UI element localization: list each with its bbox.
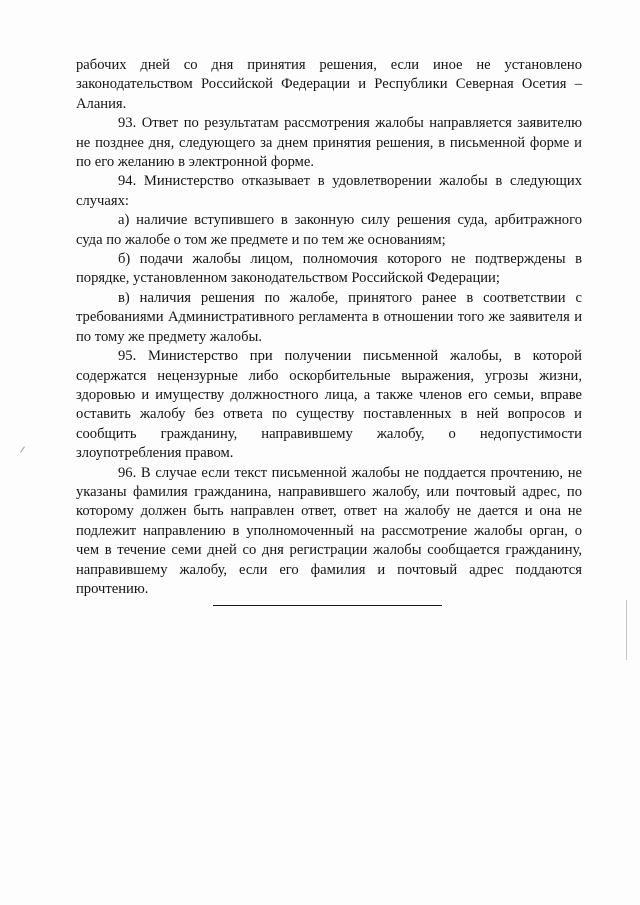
paragraph-93: 93. Ответ по результатам рассмотрения жалобы направляется заявителю не позднее дня, следующего за днем принятия решения, в письменной форме и по его желанию в электронной форме. bbox=[76, 115, 582, 171]
scan-artifact-mark bbox=[20, 446, 25, 452]
paragraph-94-b: б) подачи жалобы лицом, полномочия которого не подтверждены в порядке, установленном законодательством Российской Федерации; bbox=[76, 251, 582, 287]
paragraph-95: 95. Министерство при получении письменной жалобы, в которой содержатся нецензурные либо оскорбительные выражения, угрозы жизни, здоровью и имуществу должностного лица, а также членов его семьи, вправе оставить жалобу без ответа по существу поставленных в ней вопросов и сообщить гражданину, направившему жалобу, о недопустимости злоупотребления правом. bbox=[76, 348, 582, 462]
paragraph-continuation: рабочих дней со дня принятия решения, если иное не установлено законодательством Российской Федерации и Республики Северная Осетия – Алания. bbox=[76, 57, 582, 112]
document-body bbox=[76, 56, 582, 599]
paragraph-96: 96. В случае если текст письменной жалобы не поддается прочтению, не указаны фамилия гражданина, направившего жалобу, или почтовый адрес, по которому должен быть направлен ответ, ответ на жалобу не дается и она не подлежит направлению в уполномоченный на рассмотрение жалобы орган, о чем в течение семи дней со дня регистрации жалобы сообщается гражданину, направившему жалобу, если его фамилия и почтовый адрес поддаются прочтению. bbox=[76, 464, 582, 597]
end-of-text-rule bbox=[213, 605, 442, 606]
paragraph-94-a: а) наличие вступившего в законную силу решения суда, арбитражного суда по жалобе о том же предмете и по тем же основаниям; bbox=[76, 212, 582, 248]
paragraph-94: 94. Министерство отказывает в удовлетворении жалобы в следующих случаях: bbox=[76, 173, 582, 209]
scan-artifact-edge bbox=[626, 600, 627, 660]
paragraph-94-v: в) наличия решения по жалобе, принятого ранее в соответствии с требованиями Административного регламента в отношении того же заявителя и по тому же предмету жалобы. bbox=[76, 289, 582, 345]
